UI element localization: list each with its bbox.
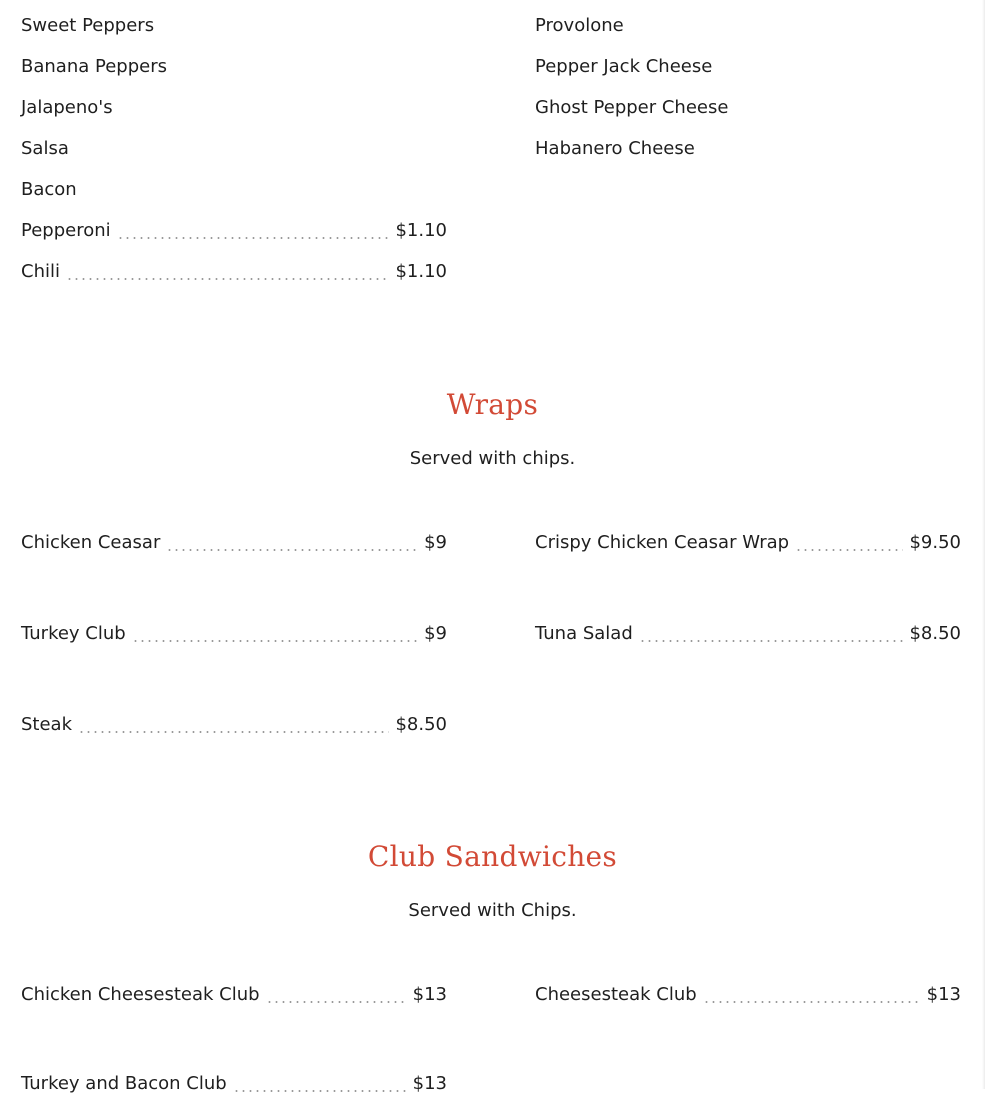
item-name: Steak: [21, 714, 73, 735]
menu-item: [21, 93, 447, 123]
item-price: $9: [424, 623, 447, 644]
leader-dots: [117, 216, 390, 246]
item-price: $1.10: [395, 261, 447, 282]
section-subtitle-wraps: Served with chips.: [409, 448, 576, 469]
item-name: Provolone: [535, 15, 624, 36]
menu-item: [21, 175, 447, 205]
leader-dots: [703, 980, 921, 1010]
section-title-club-sandwiches: Club Sandwiches: [367, 840, 618, 873]
item-name: Sweet Peppers: [21, 15, 155, 36]
menu-item: [535, 980, 961, 1010]
item-name: Pepperoni: [21, 220, 111, 241]
item-name: Bacon: [21, 179, 77, 200]
item-name: Salsa: [21, 138, 69, 159]
menu-item: [21, 619, 447, 649]
item-price: $1.10: [395, 220, 447, 241]
item-name: Pepper Jack Cheese: [535, 56, 713, 77]
menu-item: [535, 93, 961, 123]
menu-item: [21, 1069, 447, 1099]
leader-dots: [795, 528, 903, 558]
leader-dots: [132, 619, 418, 649]
leader-dots: [166, 528, 418, 558]
item-name: Cheesesteak Club: [535, 984, 697, 1005]
item-name: Habanero Cheese: [535, 138, 695, 159]
item-name: Jalapeno's: [21, 97, 113, 118]
item-name: Tuna Salad: [535, 623, 633, 644]
leader-dots: [66, 257, 389, 287]
menu-item: [21, 52, 447, 82]
item-price: $9: [424, 532, 447, 553]
item-name: Turkey Club: [21, 623, 126, 644]
item-price: $8.50: [395, 714, 447, 735]
item-name: Chicken Ceasar: [21, 532, 161, 553]
menu-item: [21, 216, 447, 246]
menu-item: [21, 528, 447, 558]
menu-item: [535, 11, 961, 41]
leader-dots: [233, 1069, 407, 1099]
leader-dots: [639, 619, 904, 649]
item-price: $13: [412, 1073, 447, 1094]
item-name: Crispy Chicken Ceasar Wrap: [535, 532, 790, 553]
menu-item: [535, 134, 961, 164]
item-price: $13: [926, 984, 961, 1005]
menu-item: [21, 257, 447, 287]
item-name: Ghost Pepper Cheese: [535, 97, 729, 118]
section-subtitle-club-sandwiches: Served with Chips.: [408, 900, 577, 921]
item-name: Banana Peppers: [21, 56, 167, 77]
menu-item: [21, 11, 447, 41]
item-name: Turkey and Bacon Club: [21, 1073, 227, 1094]
leader-dots: [78, 710, 389, 740]
menu-item: [21, 134, 447, 164]
item-price: $13: [412, 984, 447, 1005]
item-name: Chicken Cheesesteak Club: [21, 984, 260, 1005]
menu-item: [21, 980, 447, 1010]
menu-item: [535, 52, 961, 82]
item-price: $9.50: [909, 532, 961, 553]
menu-item: [535, 619, 961, 649]
section-title-wraps: Wraps: [446, 388, 539, 421]
leader-dots: [266, 980, 407, 1010]
menu-item: [535, 528, 961, 558]
item-price: $8.50: [909, 623, 961, 644]
item-name: Chili: [21, 261, 60, 282]
menu-item: [21, 710, 447, 740]
